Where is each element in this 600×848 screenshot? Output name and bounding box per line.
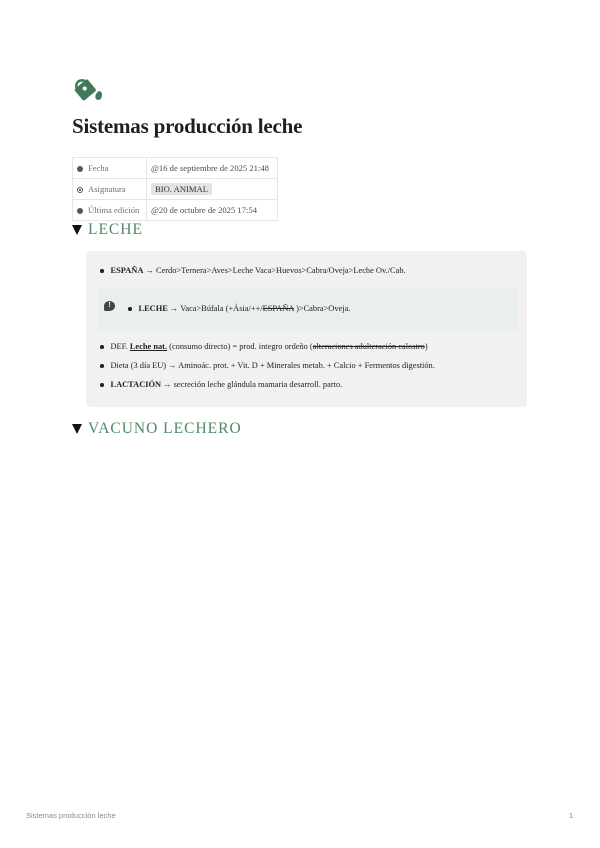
- property-name: Asignatura: [73, 179, 147, 200]
- property-value-edited: @20 de octubre de 2025 17:54: [147, 200, 278, 221]
- toggle-vacuno-lechero[interactable]: [72, 420, 242, 438]
- toggle-triangle-icon[interactable]: [72, 424, 82, 434]
- property-name: Fecha: [73, 158, 147, 179]
- property-value-date[interactable]: @16 de septiembre de 2025 21:48: [147, 158, 278, 179]
- toggle-heading: VACUNO LECHERO: [88, 420, 242, 437]
- clock-icon: [77, 208, 83, 214]
- bullet-icon: [128, 307, 132, 311]
- bullet-icon: [100, 364, 104, 368]
- comment-icon: !: [104, 301, 115, 311]
- property-row: [73, 158, 278, 179]
- toggle-triangle-icon[interactable]: [72, 225, 82, 235]
- toggle-heading: LECHE: [88, 221, 143, 238]
- bullet-icon: [100, 345, 104, 349]
- footer-title: Sistemas producción leche: [26, 811, 116, 820]
- bullet-icon: [100, 269, 104, 273]
- page-title: Sistemas producción leche: [72, 114, 303, 138]
- list-item: LECHE → Vaca>Búfala (+Ásia/++/ESPAÑA )>Cabra>Oveja.: [128, 304, 350, 313]
- paint-bucket-icon: [72, 74, 106, 104]
- property-value-tag[interactable]: [147, 179, 278, 200]
- property-row: [73, 179, 278, 200]
- toggle-leche[interactable]: [72, 221, 143, 239]
- list-item: DEF. Leche nat. (consumo directo) = prod. integro ordeño (alteraciones adulteración calostro): [100, 342, 428, 351]
- bullet-icon: [100, 383, 104, 387]
- list-item: LACTACIÓN → secreción leche glándula mamaria desarroll. parto.: [100, 380, 342, 389]
- clock-icon: [77, 166, 83, 172]
- properties-table: [72, 157, 278, 221]
- select-icon: [77, 187, 83, 193]
- property-name: Última edición: [73, 200, 147, 221]
- tag-badge[interactable]: BIO. ANIMAL: [151, 183, 212, 195]
- list-item: ESPAÑA → Cerdo>Ternera>Aves>Leche Vaca>Huevos>Cabra/Oveja>Leche Ov./Cab.: [100, 266, 406, 275]
- list-item: Dieta (3 día EU) → Aminoác. prot. + Vit. D + Minerales metab. + Calcio + Fermentos digestión.: [100, 361, 435, 370]
- property-row: [73, 200, 278, 221]
- footer-page-number: 1: [569, 811, 574, 820]
- callout-block: [98, 289, 518, 331]
- toggle-content: [86, 251, 527, 407]
